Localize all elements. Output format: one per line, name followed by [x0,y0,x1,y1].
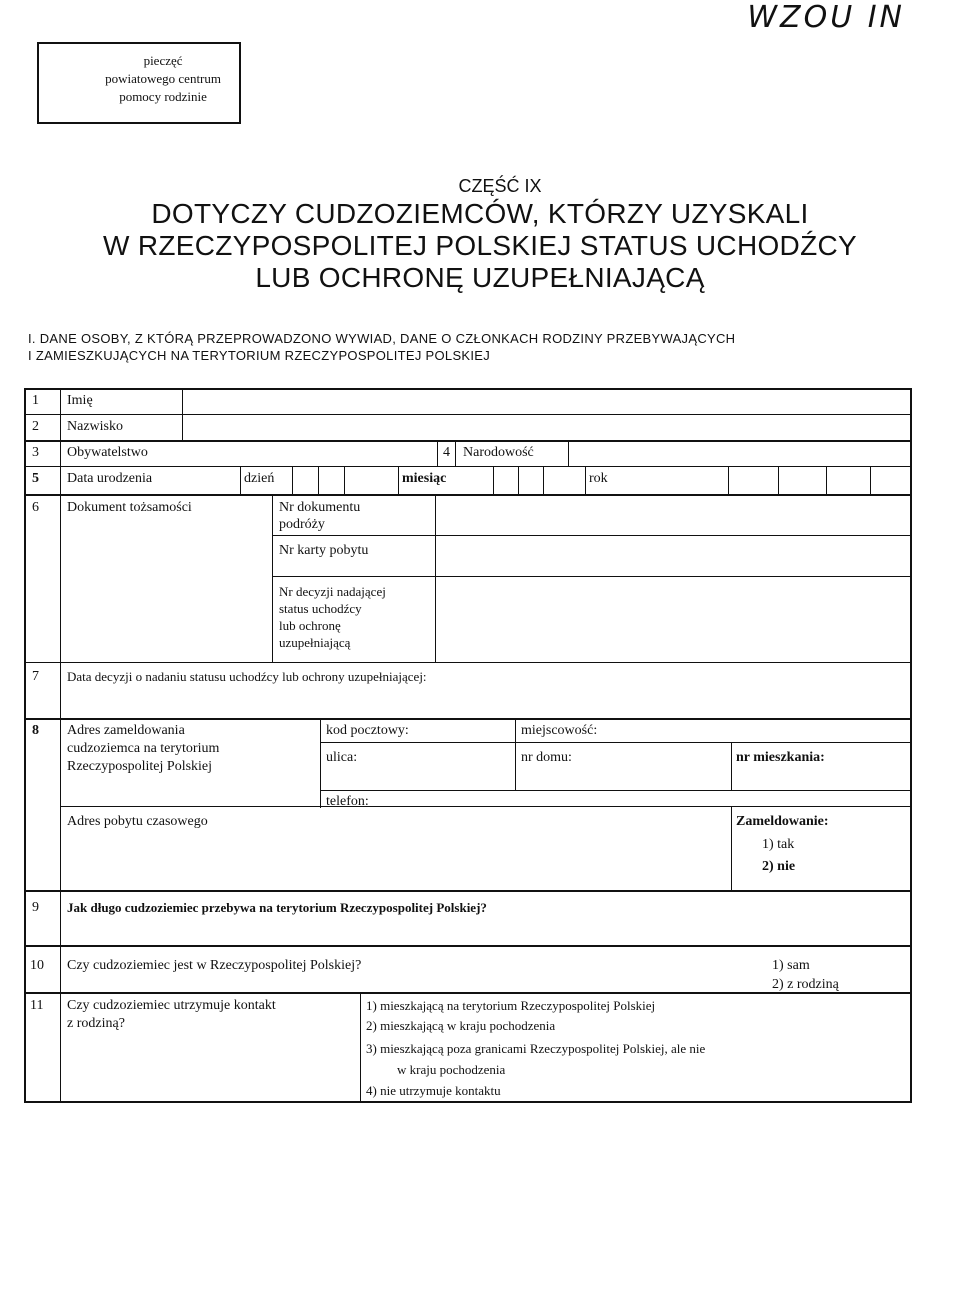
column-divider [731,742,732,790]
row-number: 5 [32,471,39,486]
registration-option-no: 2) nie [762,859,796,874]
date-cell-divider [728,466,729,494]
day-label: dzień [244,471,275,486]
row-divider [272,576,912,577]
table-border [910,388,912,1103]
column-divider [515,718,516,790]
citizenship-label: Obywatelstwo [67,445,148,460]
family-contact-option-3: 3) mieszkającą poza granicami Rzeczypospolitej Polskiej, ale nie [366,1041,706,1056]
residence-card-label: Nr karty pobytu [279,543,369,558]
family-presence-question: Czy cudzoziemiec jest w Rzeczypospolitej Polskiej? [67,958,362,973]
stay-duration-question: Jak długo cudzoziemiec przebywa na terytorium Rzeczypospolitej Polskiej? [67,900,487,915]
column-divider [731,806,732,892]
date-cell-divider [493,466,494,494]
section-heading-line-2: I ZAMIESZKUJĄCYCH NA TERYTORIUM RZECZYPOSPOLITEJ POLSKIEJ [28,348,491,363]
row-number: 10 [30,958,44,973]
row-number: 7 [32,669,39,684]
stamp-line-3: pomocy rodzinie [119,89,207,104]
row-divider [24,494,912,496]
phone-label: telefon: [326,794,369,809]
row-divider [272,535,912,536]
column-divider [437,440,438,466]
locality-label: miejscowość: [521,723,598,738]
column-divider [320,718,321,808]
decision-date-label: Data decyzji o nadaniu statusu uchodźcy lub ochrony uzupełniającej: [67,669,427,684]
row-number: 8 [32,723,39,738]
row-divider [320,742,912,743]
date-cell-divider [870,466,871,494]
decision-label-1: Nr decyzji nadającej [279,584,386,599]
last-name-label: Nazwisko [67,419,123,434]
street-label: ulica: [326,750,358,765]
temporary-address-label: Adres pobytu czasowego [67,814,208,829]
date-cell-divider [585,466,586,494]
row-number: 4 [443,445,450,460]
first-name-label: Imię [67,393,93,408]
date-cell-divider [778,466,779,494]
family-presence-option-2: 2) z rodziną [772,977,839,992]
birth-date-label: Data urodzenia [67,471,153,486]
date-cell-divider [826,466,827,494]
date-cell-divider [292,466,293,494]
row-divider [320,790,912,791]
family-contact-question-2: z rodziną? [67,1016,125,1031]
postal-code-label: kod pocztowy: [326,723,409,738]
row-divider [24,414,912,415]
date-cell-divider [240,466,241,494]
title-line-3: LUB OCHRONĘ UZUPEŁNIAJĄCĄ [255,262,705,293]
title-line-2: W RZECZYPOSPOLITEJ POLSKIEJ STATUS UCHODŹCY [103,230,857,261]
year-label: rok [589,471,608,486]
house-number-label: nr domu: [521,750,572,765]
column-divider [455,440,456,466]
row-number: 3 [32,445,39,460]
nationality-label: Narodowość [463,445,534,460]
registered-address-label-1: Adres zameldowania [67,723,185,738]
row-number: 6 [32,500,39,515]
row-divider [24,662,912,663]
column-divider [182,388,183,440]
month-label: miesiąc [402,471,447,486]
decision-label-2: status uchodźcy [279,601,362,616]
column-divider [272,494,273,662]
handwritten-note: WZOU IN [747,0,905,35]
row-number: 9 [32,900,39,915]
flat-number-label: nr mieszkania: [736,750,825,765]
registration-label: Zameldowanie: [736,814,829,829]
row-divider [24,890,912,892]
row-divider [24,945,912,947]
row-divider [24,718,912,720]
family-contact-question-1: Czy cudzoziemiec utrzymuje kontakt [67,998,276,1013]
decision-label-3: lub ochronę [279,618,341,633]
row-divider [24,388,912,390]
row-divider [24,1101,912,1103]
registered-address-label-2: cudzoziemca na terytorium [67,741,220,756]
column-divider [435,494,436,662]
date-cell-divider [398,466,399,494]
table-border [24,388,26,1103]
family-contact-option-4: 4) nie utrzymuje kontaktu [366,1083,501,1098]
registration-option-yes: 1) tak [762,837,795,852]
date-cell-divider [344,466,345,494]
row-number: 2 [32,419,39,434]
family-presence-option-1: 1) sam [772,958,810,973]
column-divider [360,992,361,1103]
date-cell-divider [318,466,319,494]
travel-document-label-2: podróży [279,517,325,532]
row-number: 1 [32,393,39,408]
family-contact-option-3-cont: w kraju pochodzenia [397,1062,506,1077]
row-divider [24,440,912,442]
stamp-line-1: pieczęć [143,53,183,68]
part-label: CZĘŚĆ IX [458,176,542,196]
date-cell-divider [518,466,519,494]
row-divider [60,806,912,807]
family-contact-option-2: 2) mieszkającą w kraju pochodzenia [366,1018,556,1033]
stamp-line-2: powiatowego centrum [105,71,221,86]
date-cell-divider [543,466,544,494]
title-line-1: DOTYCZY CUDZOZIEMCÓW, KTÓRZY UZYSKALI [151,198,809,229]
family-contact-option-1: 1) mieszkającą na terytorium Rzeczypospolitej Polskiej [366,998,656,1013]
registered-address-label-3: Rzeczypospolitej Polskiej [67,759,213,774]
row-number: 11 [30,998,44,1013]
decision-label-4: uzupełniającą [279,635,351,650]
travel-document-label-1: Nr dokumentu [279,500,361,515]
section-heading-line-1: I. DANE OSOBY, Z KTÓRĄ PRZEPROWADZONO WYWIAD, DANE O CZŁONKACH RODZINY PRZEBYWAJĄCYCH [28,331,736,346]
column-divider [568,440,569,466]
identity-document-label: Dokument tożsamości [67,500,192,515]
column-divider [60,388,61,1103]
